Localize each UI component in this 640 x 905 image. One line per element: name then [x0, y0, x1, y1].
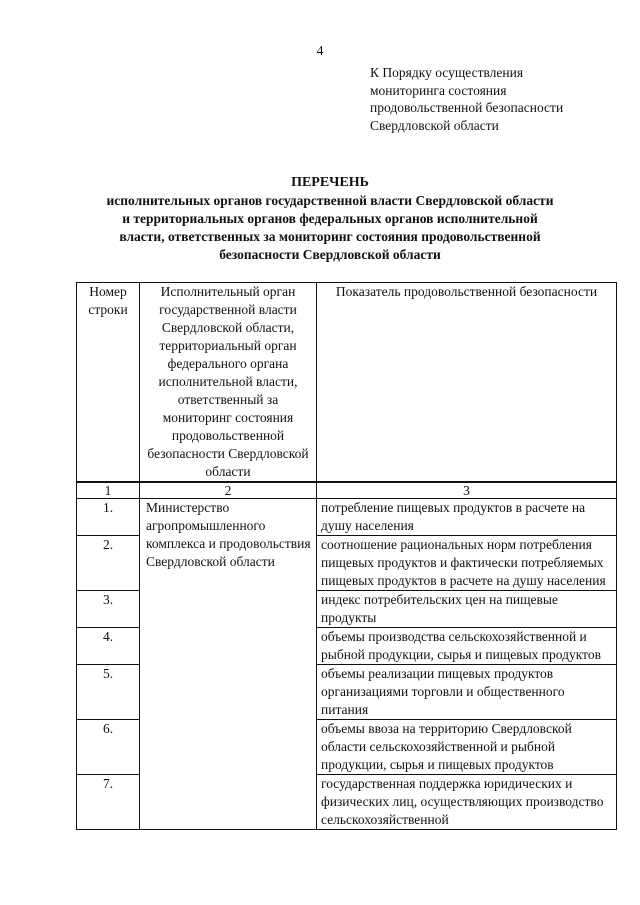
responsible-bodies-table [76, 282, 617, 830]
column-number: 1 [77, 482, 140, 499]
header-organ: Исполнительный орган государственной власти Свердловской области, территориальный орган федерального органа исполнительной власти, ответственный за мониторинг состояния продовольственной безопасности Свердловской области [140, 283, 317, 483]
column-numbers-row [77, 482, 617, 499]
organ-name: Министерство агропромышленного комплекса и продовольствия Свердловской области [140, 499, 317, 830]
indicator-text: государственная поддержка юридических и физических лиц, осуществляющих производство сельскохозяйственной [317, 775, 617, 830]
row-number: 1. [77, 499, 140, 536]
appendix-note [370, 64, 620, 134]
appendix-line: мониторинга состояния [370, 82, 507, 98]
indicator-text: объемы ввоза на территорию Свердловской области сельскохозяйственной и рыбной продукции, сырья и пищевых продуктов [317, 720, 617, 775]
appendix-line: К Порядку осуществления [370, 65, 524, 80]
subtitle-line: исполнительных органов государственной власти Свердловской области [106, 193, 554, 208]
subtitle-line: безопасности Свердловской области [219, 247, 441, 262]
indicator-text: потребление пищевых продуктов в расчете на душу населения [317, 499, 617, 536]
row-number: 3. [77, 591, 140, 628]
indicator-text: объемы реализации пищевых продуктов организациями торговли и общественного питания [317, 665, 617, 720]
indicator-text: индекс потребительских цен на пищевые продукты [317, 591, 617, 628]
subtitle-line: и территориальных органов федеральных органов исполнительной [122, 211, 538, 226]
subtitle-line: власти, ответственных за мониторинг состояния продовольственной [119, 229, 541, 244]
header-indicator: Показатель продовольственной безопасности [317, 283, 617, 483]
appendix-line: продовольственной безопасности [370, 100, 564, 115]
document-subtitle [40, 192, 620, 264]
indicator-text: соотношение рациональных норм потребления пищевых продуктов и фактически потребляемых пищевых продуктов в расчете на душу населения [317, 536, 617, 591]
document-heading [40, 174, 620, 264]
page-number: 4 [316, 44, 324, 59]
row-number: 5. [77, 665, 140, 720]
row-number: 2. [77, 536, 140, 591]
table-header-row [77, 283, 617, 483]
table-row [77, 499, 617, 536]
column-number: 3 [317, 482, 617, 499]
row-number: 7. [77, 775, 140, 830]
appendix-line: Свердловской области [370, 117, 499, 133]
row-number: 4. [77, 628, 140, 665]
row-number: 6. [77, 720, 140, 775]
document-title: ПЕРЕЧЕНЬ [291, 175, 369, 190]
header-row-number: Номер строки [77, 283, 140, 483]
indicator-text: объемы производства сельскохозяйственной и рыбной продукции, сырья и пищевых продуктов [317, 628, 617, 665]
column-number: 2 [140, 482, 317, 499]
